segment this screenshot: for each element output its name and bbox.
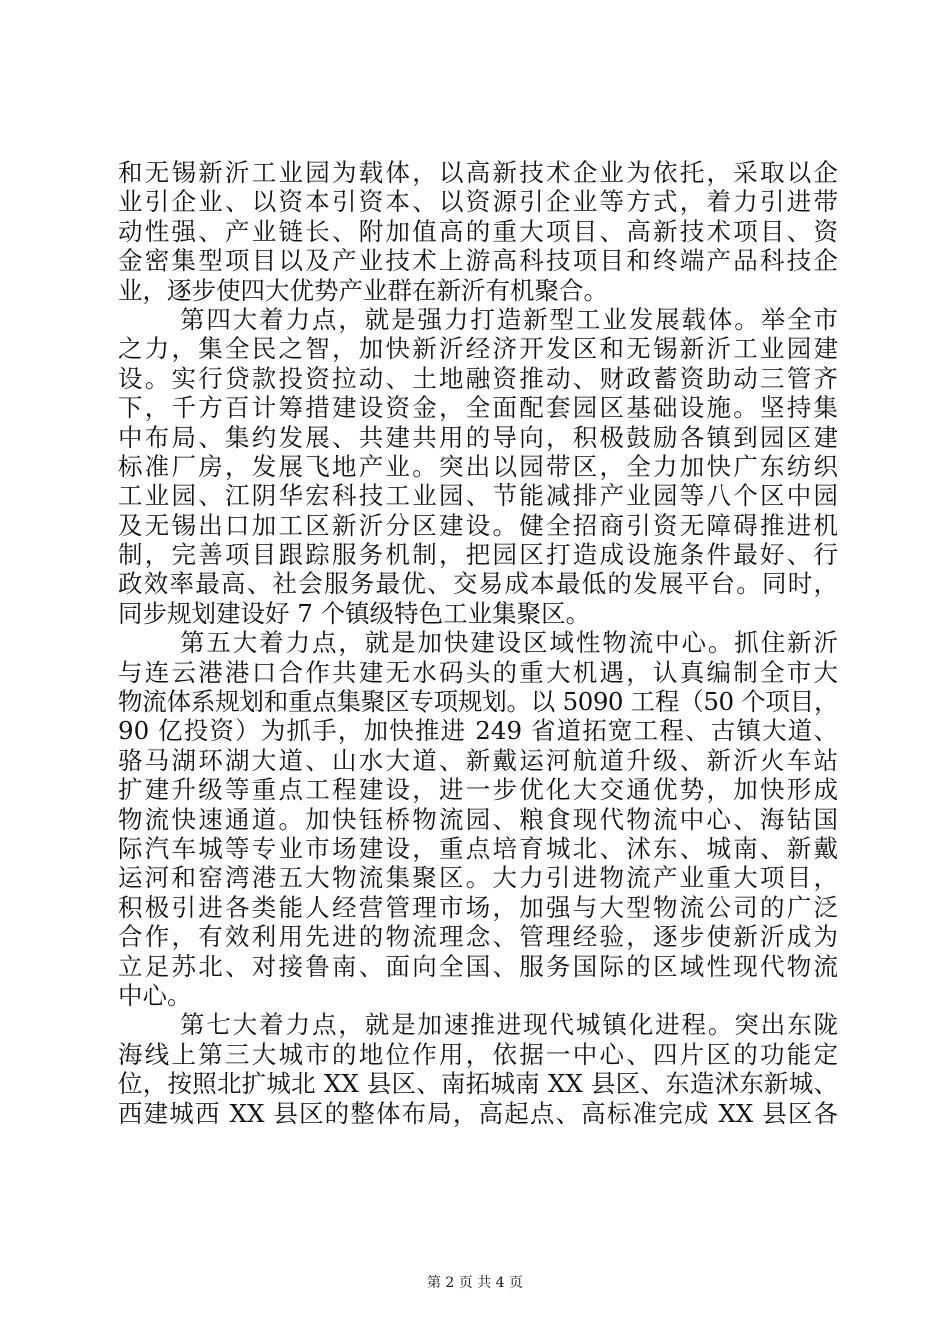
- text-line: 动性强、产业链长、附加值高的重大项目、高新技术项目、资: [118, 216, 838, 246]
- text-line: 扩建升级等重点工程建设，进一步优化大交通优势，加快形成: [118, 775, 838, 805]
- text-line: 海线上第三大城市的地位作用，依据一中心、四片区的功能定: [118, 1039, 838, 1069]
- text-line: 工业园、江阴华宏科技工业园、节能减排产业园等八个区中园: [118, 481, 838, 511]
- text-line: 同步规划建设好 7 个镇级特色工业集聚区。: [118, 598, 591, 628]
- text-line: 设。实行贷款投资拉动、土地融资推动、财政蓄资助动三管齐: [118, 363, 838, 393]
- text-line: 物流快速通道。加快钰桥物流园、粮食现代物流中心、海钻国: [118, 804, 838, 834]
- paragraph-first-line: 第五大着力点，就是加快建设区域性物流中心。抓住新沂: [180, 628, 838, 658]
- paragraph-first-line: 第四大着力点，就是强力打造新型工业发展载体。举全市: [180, 304, 838, 334]
- text-line: 业，逐步使四大优势产业群在新沂有机聚合。: [118, 275, 608, 305]
- text-line: 政效率最高、社会服务最优、交易成本最低的发展平台。同时，: [118, 569, 838, 599]
- text-line: 及无锡出口加工区新沂分区建设。健全招商引资无障碍推进机: [118, 510, 838, 540]
- text-line: 和无锡新沂工业园为载体，以高新技术企业为依托，采取以企: [118, 158, 838, 187]
- text-line: 金密集型项目以及产业技术上游高科技项目和终端产品科技企: [118, 246, 838, 276]
- text-line: 与连云港港口合作共建无水码头的重大机遇，认真编制全市大: [118, 657, 838, 687]
- text-line: 业引企业、以资本引资本、以资源引企业等方式，着力引进带: [118, 187, 838, 217]
- text-line: 制，完善项目跟踪服务机制，把园区打造成设施条件最好、行: [118, 540, 838, 570]
- text-line: 中心。: [118, 980, 192, 1010]
- text-line: 立足苏北、对接鲁南、面向全国、服务国际的区域性现代物流: [118, 951, 838, 981]
- paragraph-first-line: 第七大着力点，就是加速推进现代城镇化进程。突出东陇: [180, 1010, 838, 1040]
- text-line: 物流体系规划和重点集聚区专项规划。以 5090 工程（50 个项目，: [118, 687, 838, 717]
- text-line: 下，千方百计筹措建设资金，全面配套园区基础设施。坚持集: [118, 393, 838, 423]
- text-line: 之力，集全民之智，加快新沂经济开发区和无锡新沂工业园建: [118, 334, 838, 364]
- text-line: 骆马湖环湖大道、山水大道、新戴运河航道升级、新沂火车站: [118, 745, 838, 775]
- text-line: 标准厂房，发展飞地产业。突出以园带区，全力加快广东纺织: [118, 451, 838, 481]
- text-line: 位，按照北扩城北 XX 县区、南拓城南 XX 县区、东造沭东新城、: [118, 1069, 838, 1099]
- text-line: 运河和窑湾港五大物流集聚区。大力引进物流产业重大项目，: [118, 863, 838, 893]
- page-number-footer: 第 2 页 共 4 页: [426, 1275, 524, 1291]
- text-line: 合作，有效利用先进的物流理念、管理经验，逐步使新沂成为: [118, 922, 838, 952]
- text-line: 积极引进各类能人经营管理市场，加强与大型物流公司的广泛: [118, 892, 838, 922]
- text-line: 90 亿投资）为抓手，加快推进 249 省道拓宽工程、古镇大道、: [118, 716, 838, 746]
- text-line: 西建城西 XX 县区的整体布局，高起点、高标准完成 XX 县区各: [118, 1098, 838, 1128]
- text-line: 际汽车城等专业市场建设，重点培育城北、沭东、城南、新戴: [118, 833, 838, 863]
- document-body: [118, 158, 838, 1128]
- text-line: 中布局、集约发展、共建共用的导向，积极鼓励各镇到园区建: [118, 422, 838, 452]
